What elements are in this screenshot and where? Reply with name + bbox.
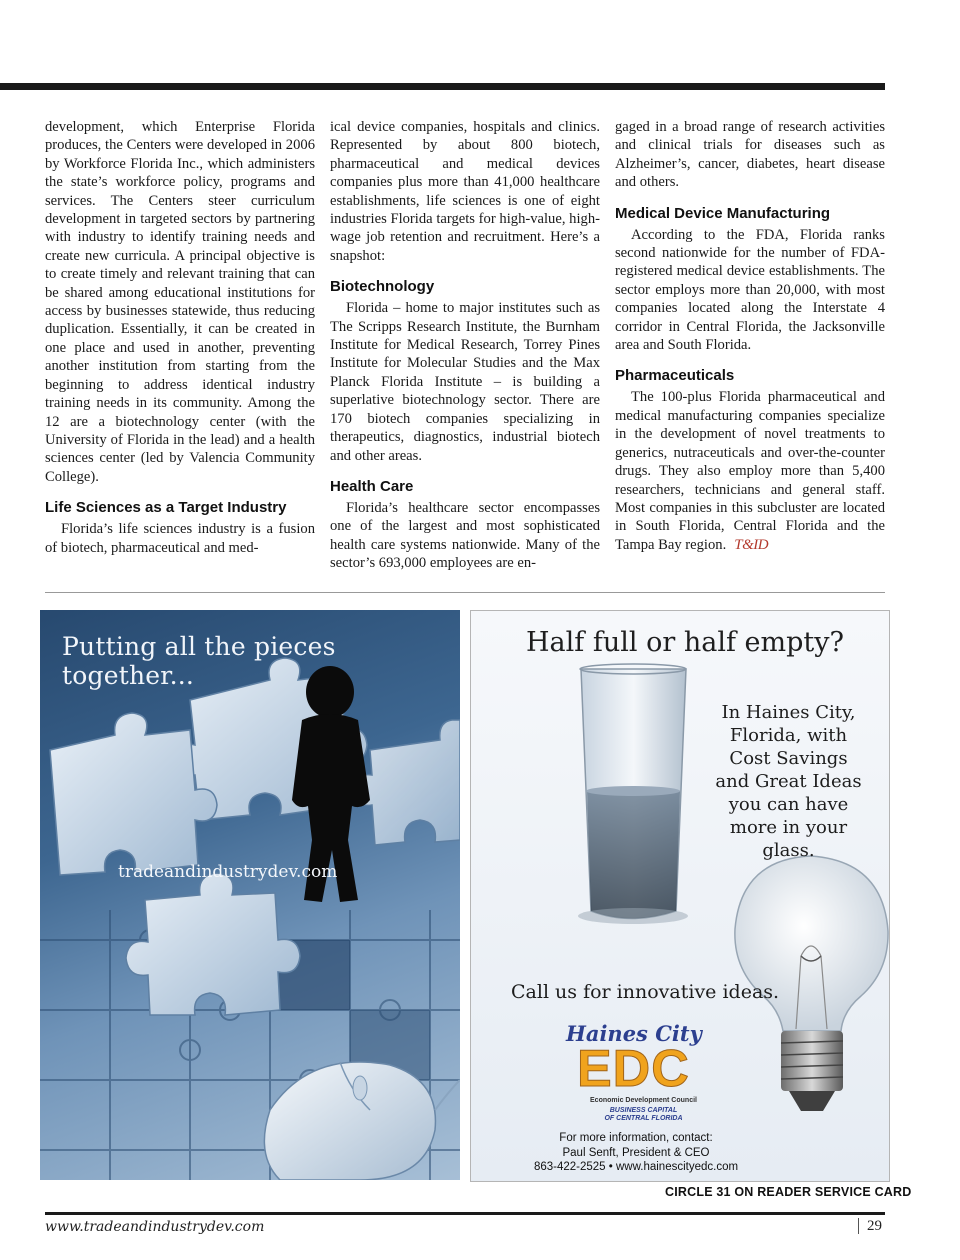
paragraph: Florida’s life sciences industry is a fusion of biotech, pharmaceutical and med- <box>45 521 315 556</box>
ad-body-line: In Haines City, <box>721 702 856 723</box>
edc-logo-mark: EDC <box>577 1040 690 1098</box>
ad-haines-city-edc[interactable] <box>470 610 890 1182</box>
section-divider <box>45 592 885 593</box>
paragraph: According to the FDA, Florida ranks second nationwide for the number of FDA-registered medical device establishments. The sector employs more than 20,000, with most companies located along the Interstate 4 corridor in Central Florida, the Jacksonville area and South Florida. <box>615 226 885 354</box>
section-heading: Health Care <box>330 477 414 495</box>
edc-tagline-line: OF CENTRAL FLORIDA <box>604 1115 683 1122</box>
ad-url-link[interactable]: tradeandindustrydev.com <box>118 862 338 882</box>
section-heading: Life Sciences as a Target Industry <box>45 499 287 517</box>
water-glass-icon <box>578 664 688 924</box>
ad-headline: Putting all the pieces together... <box>62 632 336 690</box>
edc-tagline-line: BUSINESS CAPITAL <box>609 1107 678 1114</box>
top-rule <box>0 83 885 90</box>
article-body <box>45 118 885 588</box>
paragraph: Florida’s healthcare sector encompasses one of the largest and most sophisticated health care systems nationwide. Many of the sector’s 693,000 employees are en- <box>330 499 600 572</box>
article-column-3 <box>615 118 885 554</box>
ad-body-line: you can have <box>728 794 849 815</box>
ad-body-line: Florida, with <box>729 725 848 746</box>
ad-puzzle[interactable] <box>40 610 460 1180</box>
paragraph: Florida – home to major institutes such as The Scripps Research Institute, the Burnham Institute for Medical Research, Torrey Pines Institute for Molecular Studies and the Max Planck Florida Institute – is building a superlative biotechnology sector. There are 170 biotech companies specializing in therapeutics, diagnostics, industrial biotech and other areas. <box>330 300 600 464</box>
contact-line: For more information, contact: <box>559 1132 713 1144</box>
puzzle-piece-icon <box>126 873 300 1015</box>
section-heading: Biotechnology <box>330 278 435 296</box>
paragraph: gaged in a broad range of research activities and clinical trials for diseases such as Alzheimer’s, cancer, diabetes, heart disease and others. <box>615 119 885 191</box>
puzzle-piece-icon <box>352 720 460 845</box>
page-number: 29 <box>867 1218 882 1234</box>
puzzle-piece-icon <box>50 713 217 875</box>
footer-url-link[interactable]: www.tradeandindustrydev.com <box>45 1219 265 1235</box>
reader-service-note: CIRCLE 31 ON READER SERVICE CARD <box>665 1185 912 1199</box>
article-column-1 <box>45 118 315 557</box>
paragraph: ical device companies, hospitals and clinics. Represented by about 800 biotech, pharmaceutical and medical devices companies plus more than 41,000 healthcare establishments, life sciences is one of eight industries Florida targets for high-value, high-wage job retention and recruitment. Here’s a snapshot: <box>330 119 600 264</box>
ad-call-to-action: Call us for innovative ideas. <box>511 981 780 1003</box>
contact-line: Paul Senft, President & CEO <box>562 1146 710 1159</box>
section-heading: Medical Device Manufacturing <box>615 204 831 222</box>
section-heading: Pharmaceuticals <box>615 367 735 385</box>
ad-headline: Half full or half empty? <box>526 627 844 658</box>
paragraph: development, which Enterprise Florida produces, the Centers were developed in 2006 by Workforce Florida Inc., which administers the state’s workforce policy, programs and services. The Centers steer curriculum development in targeted sectors by partnering with industry to identify training needs and create new curricula. A principal objective is to create timely and relevant training that can be shared among educational institutions for access by businesses statewide, thus reducing duplication. Essentially, it can be created in one place and used in another, preventing another institution from starting from the beginning to address identical industry training needs in its community. Among the 12 are a biotechnology center (with the University of Florida in the lead) and a health sciences center (led by Valencia Community College). <box>45 119 315 485</box>
article-column-2 <box>330 118 600 573</box>
footer-separator <box>858 1218 859 1234</box>
ad-body-line: and Great Ideas <box>715 771 862 792</box>
ad-body-line: glass. <box>762 840 815 861</box>
contact-line[interactable]: 863-422-2525 • www.hainescityedc.com <box>533 1161 739 1173</box>
edc-logo-script: Haines City <box>566 1021 702 1046</box>
paragraph <box>615 388 885 554</box>
ad-body-text <box>701 701 876 862</box>
ad-body-line: more in your <box>729 817 848 838</box>
puzzle-artwork <box>40 610 460 1180</box>
footer-rule <box>45 1212 885 1215</box>
ad-body-line: Cost Savings <box>729 748 848 769</box>
paragraph-text: The 100-plus Florida pharmaceutical and medical manufacturing companies specialize in the development of novel treatments to generics, nutraceuticals and over-the-counter drugs. They also employ more than 5,400 researchers, technicians and general staff. Most companies in this subcluster are located in South Florida, Central Florida and the Tampa Bay region. <box>615 389 885 553</box>
edc-logo-subtitle: Economic Development Council <box>590 1097 697 1104</box>
end-mark-logo: T&ID <box>734 536 769 553</box>
edc-logo-tagline <box>566 1107 721 1123</box>
ad-contact-block <box>511 1131 761 1175</box>
